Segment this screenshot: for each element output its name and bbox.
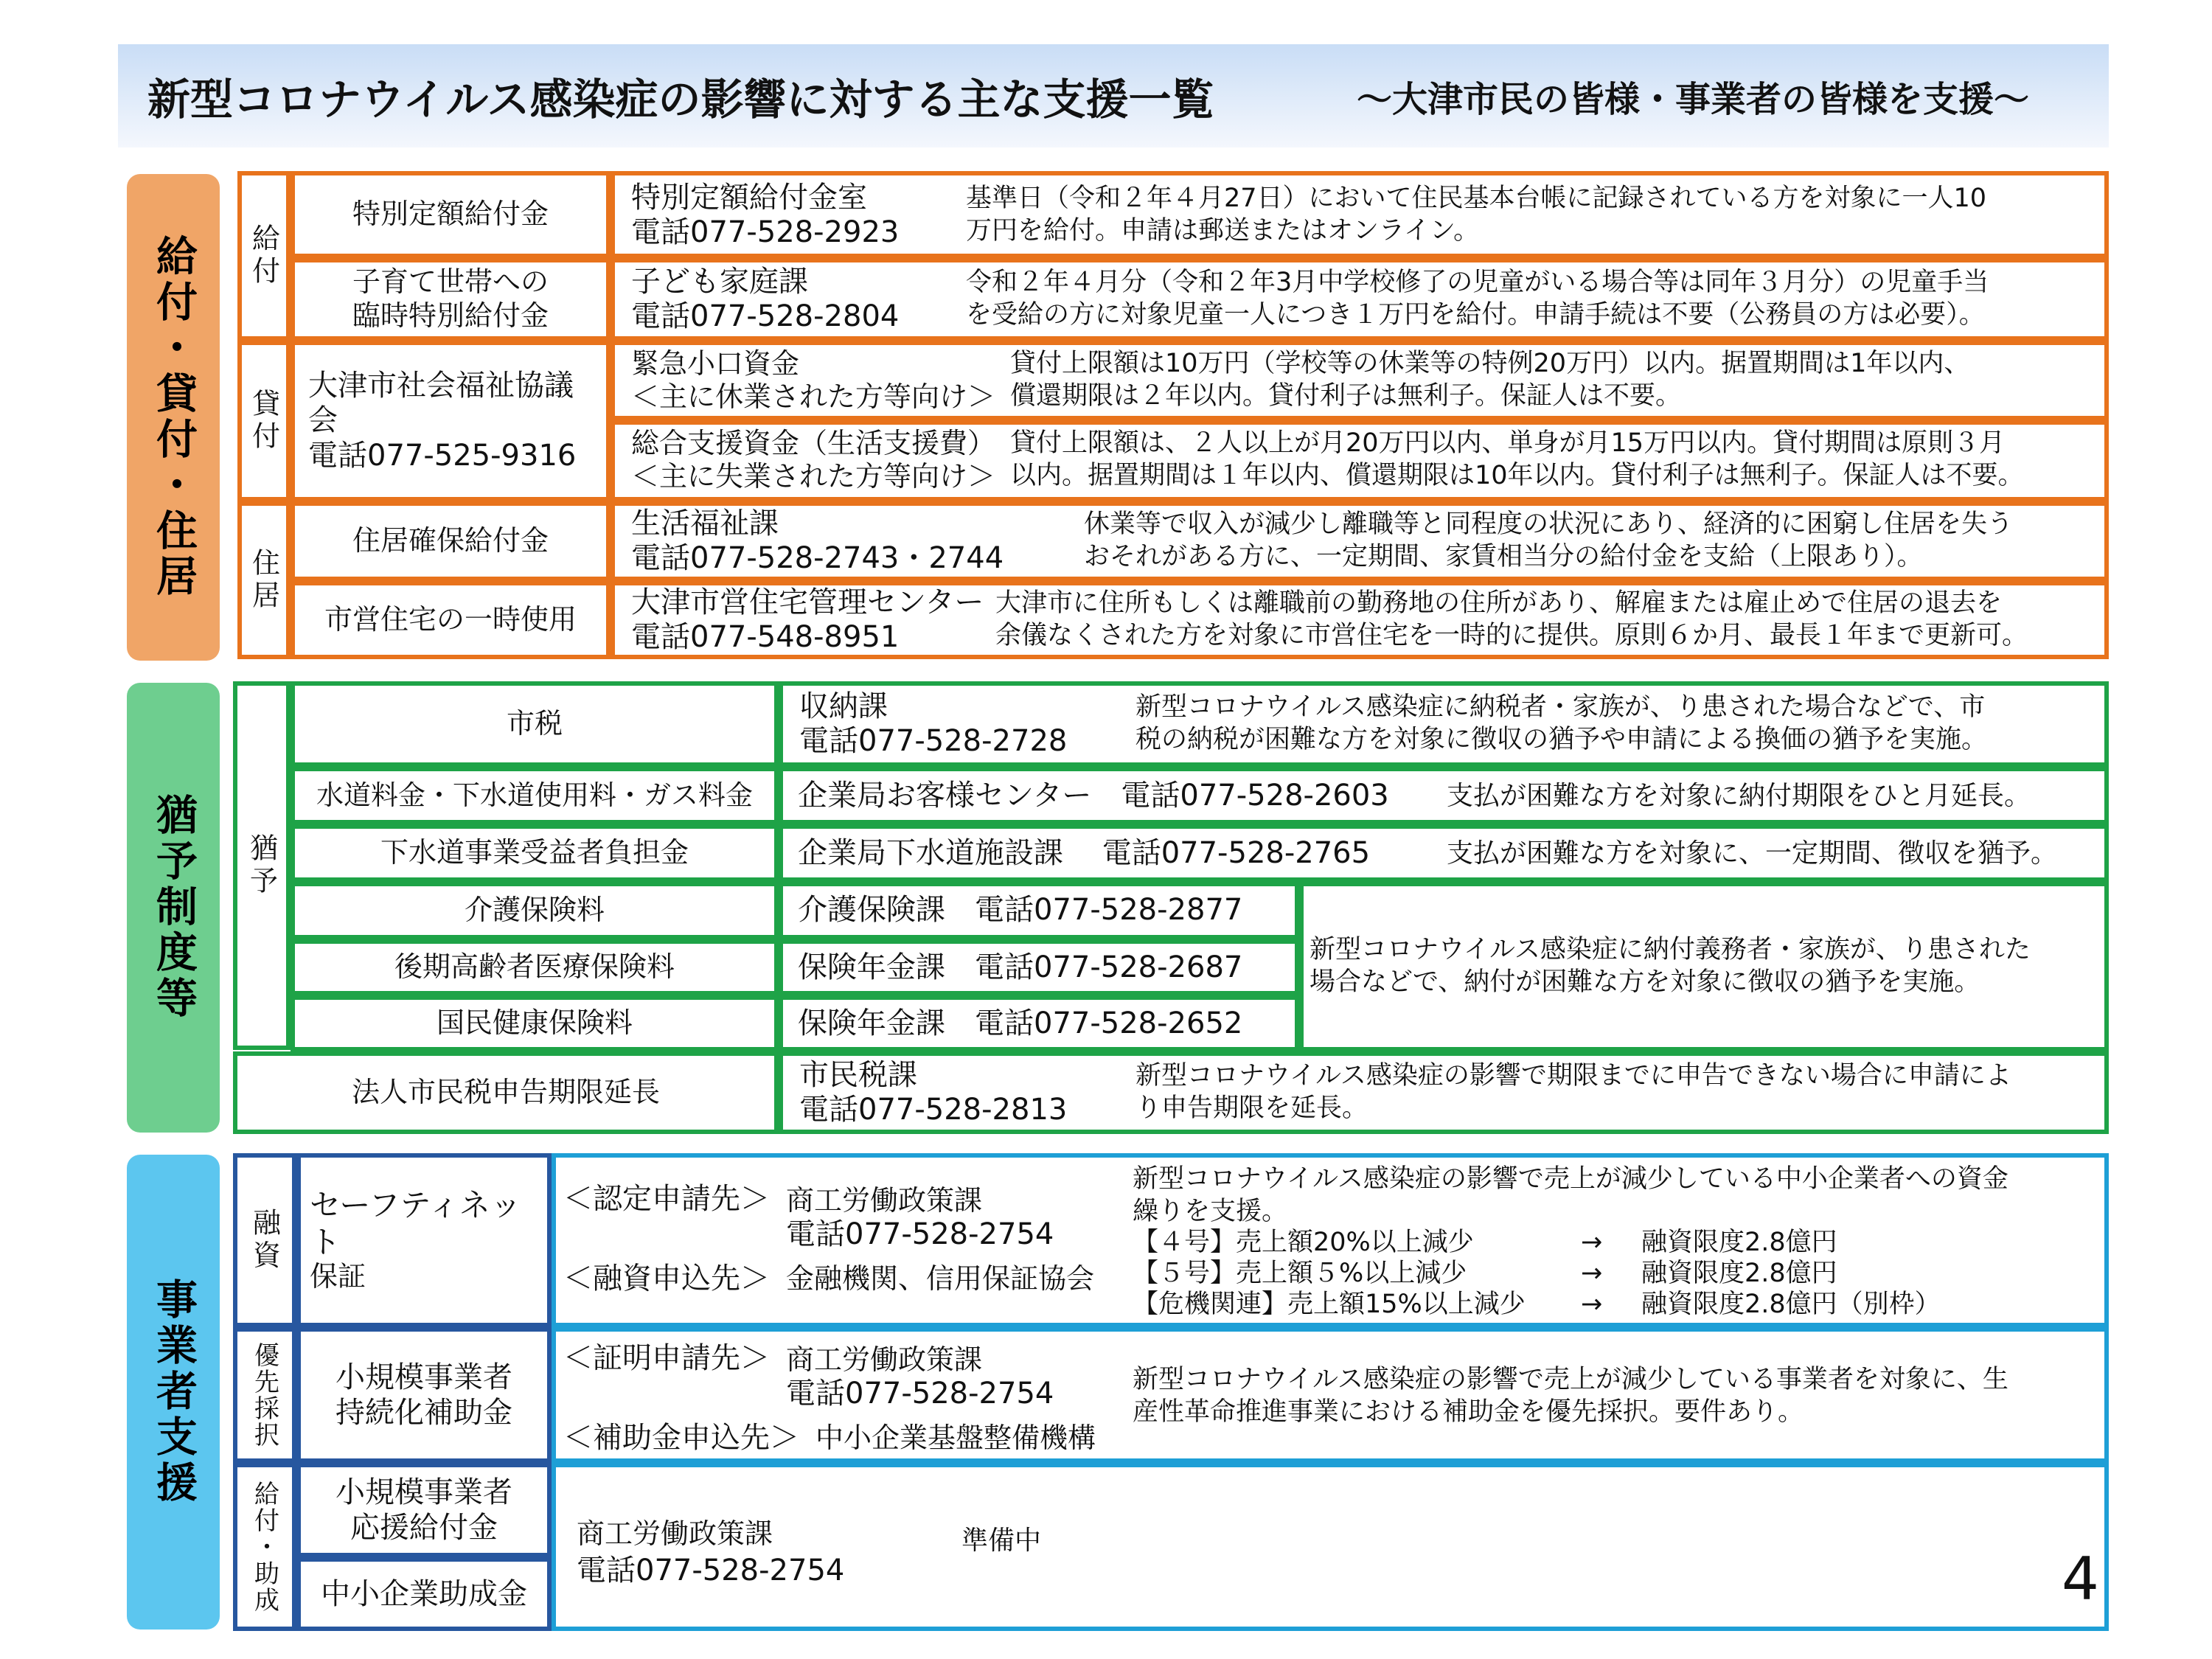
category-yuyo-seido xyxy=(127,683,220,1133)
category-kyufu-kashitsuke-jukyo xyxy=(127,174,220,661)
contact-phone: 電話077-528-2813 xyxy=(799,1093,1068,1127)
support-name-suido xyxy=(291,767,779,824)
contact-dept: 特別定額給付金室 xyxy=(631,180,867,215)
contact-dept: 子ども家庭課 xyxy=(631,264,808,299)
support-name-text: 国民健康保険料 xyxy=(436,1006,633,1040)
contact-phone: 電話077-528-2754 xyxy=(786,1377,1054,1411)
support-target-text: ＜主に失業された方等向け＞ xyxy=(631,460,996,493)
subcat-jukyo xyxy=(237,501,291,659)
contact-info xyxy=(618,584,1031,656)
support-name-jizokuka xyxy=(296,1327,552,1463)
contact-label-shomei: ＜証明申請先＞ xyxy=(563,1341,770,1375)
category-label: 事業者支援 xyxy=(150,1278,198,1506)
support-description xyxy=(1010,344,2101,417)
support-name-kosodate xyxy=(291,258,611,341)
subcat-label: 給付 xyxy=(247,223,280,288)
subcat-yuyo xyxy=(233,681,291,1050)
subcat-label: 給付・助成 xyxy=(249,1481,279,1613)
support-name-text: 臨時特別給付金 xyxy=(352,299,549,332)
desc-line: 新型コロナウイルス感染症の影響で期限までに申告できない場合に申請によ xyxy=(1135,1061,2011,1091)
desc-line: 償還期限は２年以内。貸付利子は無利子。保証人は不要。 xyxy=(1010,381,1682,411)
subcat-yusen-saitaku xyxy=(233,1327,296,1463)
desc-line: 貸付上限額は10万円（学校等の休業等の特例20万円）以内。据置期間は1年以内、 xyxy=(1010,349,1970,379)
support-name-gesuido-futan xyxy=(291,824,779,882)
subcat-label: 猶予 xyxy=(245,833,278,898)
page-subtitle: ～大津市民の皆様・事業者の皆様を支援～ xyxy=(1357,79,2030,120)
category-label: 猶予制度等 xyxy=(150,793,198,1022)
tier-label: 【危機関連】売上額15%以上減少 xyxy=(1133,1290,1526,1319)
support-row-kyufu-josei xyxy=(552,1463,2109,1631)
support-name-text: セーフティネット xyxy=(310,1187,521,1260)
contact-dept: 商工労働政策課 xyxy=(786,1343,983,1376)
tier-limit: 融資限度2.8億円 xyxy=(1641,1259,1837,1288)
desc-line: 令和２年４月分（令和２年3月中学校修了の児童がいる場合等は同年３月分）の児童手当 xyxy=(966,268,1989,298)
contact-info xyxy=(786,1056,1125,1130)
contact-phone: 電話077-548-8951 xyxy=(631,620,900,654)
contact-info: 企業局お客様センター 電話077-528-2603 xyxy=(798,779,1389,813)
contact-agency: 中小企業基盤整備機構 xyxy=(815,1422,1096,1454)
support-name-text: 子育て世帯への xyxy=(352,265,549,299)
support-name-text: 総合支援資金（生活支援費） xyxy=(631,427,996,460)
desc-line: を受給の方に対象児童一人につき１万円を給付。申請手続は不要（公務員の方は必要）。 xyxy=(966,300,1985,330)
desc-line: 場合などで、納付が困難な方を対象に徴収の猶予を実施。 xyxy=(1310,967,1980,997)
support-name-text: 小規模事業者 xyxy=(335,1360,512,1394)
support-description xyxy=(1133,1364,2008,1429)
support-description xyxy=(1135,686,2101,762)
support-name-josei xyxy=(296,1557,552,1631)
contact-info: 企業局下水道施設課 電話077-528-2765 xyxy=(798,836,1371,870)
arrow-icon: → xyxy=(1581,1228,1603,1257)
support-name-text: 法人市民税申告期限延長 xyxy=(351,1076,660,1109)
tier-label: 【４号】売上額20%以上減少 xyxy=(1133,1228,1474,1257)
tier-label: 【５号】売上額５%以上減少 xyxy=(1133,1259,1467,1288)
arrow-icon: → xyxy=(1581,1290,1603,1319)
contact-dept: 商工労働政策課 xyxy=(577,1517,773,1550)
support-description xyxy=(966,177,2101,254)
support-name-jukyo-kakuho xyxy=(291,501,611,581)
category-label: 給付・貸付・住居 xyxy=(150,234,198,600)
contact-info xyxy=(618,262,950,336)
contact-info xyxy=(786,686,1125,762)
support-name-text-block xyxy=(302,1158,546,1323)
support-name-sogo-shien xyxy=(618,423,1016,497)
support-name-shiei-jutaku xyxy=(291,581,611,659)
tier-limit: 融資限度2.8億円（別枠） xyxy=(1641,1290,1941,1319)
contact-label-hojokin: ＜補助金申込先＞ xyxy=(563,1421,799,1455)
support-name-koki-korei xyxy=(291,939,779,995)
contact-info: 介護保険課 電話077-528-2877 xyxy=(798,893,1243,927)
desc-line: 貸付上限額は、２人以上が月20万円以内、単身が月15万円以内。貸付期間は原則３月 xyxy=(1010,428,2006,459)
contact-info: 保険年金課 電話077-528-2687 xyxy=(798,950,1243,984)
contact-phone: 電話077-528-2728 xyxy=(799,724,1068,758)
desc-line: 新型コロナウイルス感染症の影響で売上が減少している事業者を対象に、生 xyxy=(1133,1365,2008,1394)
subcat-yushi xyxy=(233,1153,296,1327)
support-description xyxy=(1310,885,2103,1048)
support-description: 支払が困難な方を対象に納付期限をひと月延長。 xyxy=(1447,781,2031,811)
contact-dept: 生活福祉課 xyxy=(631,506,779,540)
contact-phone: 電話077-528-2923 xyxy=(631,215,900,249)
support-name-text: 保証 xyxy=(310,1260,366,1293)
contact-dept: 収納課 xyxy=(799,689,888,723)
support-name-text: 市税 xyxy=(506,707,563,740)
desc-line: 新型コロナウイルス感染症の影響で売上が減少している中小企業者への資金 xyxy=(1133,1164,2008,1194)
desc-line: 余儀なくされた方を対象に市営住宅を一時的に提供。原則６か月、最長１年まで更新可。 xyxy=(995,621,2028,650)
support-name-text: 中小企業助成金 xyxy=(321,1577,527,1611)
desc-line: おそれがある方に、一定期間、家賃相当分の給付金を支給（上限あり）。 xyxy=(1084,542,1923,571)
support-name-text: 介護保険料 xyxy=(464,894,605,927)
contact-label-nintei: ＜認定申請先＞ xyxy=(563,1182,770,1216)
page-number: 4 xyxy=(2062,1545,2099,1613)
support-name-oen-kyufukin xyxy=(296,1463,552,1557)
support-name-text: 小規模事業者 xyxy=(335,1475,512,1509)
subcat-kashitsuke xyxy=(237,341,291,501)
desc-line: 税の納税が困難な方を対象に徴収の猶予や申請による換価の猶予を実施。 xyxy=(1135,725,1988,754)
arrow-icon: → xyxy=(1581,1259,1603,1288)
support-description xyxy=(1133,1164,2008,1228)
contact-info xyxy=(618,504,1060,578)
tier-limit: 融資限度2.8億円 xyxy=(1641,1228,1837,1257)
subcat-label: 住居 xyxy=(247,548,280,613)
support-name-kinkyu-koguchi xyxy=(618,344,1016,417)
support-name-shizei xyxy=(291,681,779,767)
subcat-label: 貸付 xyxy=(247,389,280,453)
subcat-kyufu xyxy=(237,171,291,341)
support-name-text: 住居確保給付金 xyxy=(352,524,549,557)
subcat-label: 融資 xyxy=(248,1208,281,1273)
contact-dept: 市民税課 xyxy=(799,1057,917,1092)
support-name-text: 応援給付金 xyxy=(350,1511,498,1545)
subcat-kyufu-josei xyxy=(233,1463,296,1631)
support-name-tokubetsu-teigaku xyxy=(291,171,611,258)
contact-phone: 電話077-528-2754 xyxy=(577,1554,845,1587)
support-target-text: ＜主に休業された方等向け＞ xyxy=(631,380,996,413)
support-description xyxy=(1084,504,2101,578)
desc-line: 基準日（令和２年４月27日）において住民基本台帳に記録されている方を対象に一人10 xyxy=(966,184,1987,214)
contact-info xyxy=(618,177,950,254)
contact-phone: 電話077-528-2804 xyxy=(631,299,900,333)
desc-line: 大津市に住所もしくは離職前の勤務地の住所があり、解雇または雇止めで住居の退去を xyxy=(995,588,2003,619)
category-jigyosha-shien xyxy=(127,1155,220,1630)
contact-lender: 金融機関、信用保証協会 xyxy=(786,1262,1095,1295)
support-name-text: 水道料金・下水道使用料・ガス料金 xyxy=(316,779,753,811)
desc-line: 以内。据置期間は１年以内、償還期限は10年以内。貸付利子は無利子。保証人は不要。 xyxy=(1010,461,2024,490)
org-name: 大津市社会福祉協議会 xyxy=(308,369,574,438)
desc-line: り申告期限を延長。 xyxy=(1135,1093,1368,1123)
contact-dept: 商工労働政策課 xyxy=(786,1184,983,1217)
support-name-text: 市営住宅の一時使用 xyxy=(324,603,577,636)
support-name-text: 特別定額給付金 xyxy=(352,198,549,231)
support-name-text: 持続化補助金 xyxy=(335,1396,512,1430)
contact-phone: 電話077-528-2754 xyxy=(786,1217,1054,1251)
desc-line: 休業等で収入が減少し離職等と同程度の状況にあり、経済的に困窮し住居を失う xyxy=(1084,509,2014,540)
contact-dept: 大津市営住宅管理センター xyxy=(631,585,984,619)
support-description xyxy=(995,584,2101,656)
contact-info: 保険年金課 電話077-528-2652 xyxy=(798,1006,1243,1040)
support-name-text: 緊急小口資金 xyxy=(631,347,800,380)
desc-line: 万円を給付。申請は郵送またはオンライン。 xyxy=(966,216,1480,246)
desc-line: 繰りを支援。 xyxy=(1133,1196,1288,1226)
support-name-text: 下水道事業受益者負担金 xyxy=(380,836,689,869)
contact-label-yushi: ＜融資申込先＞ xyxy=(563,1262,770,1295)
support-description xyxy=(1010,423,2101,497)
support-description xyxy=(1135,1056,2101,1130)
support-name-text: 後期高齢者医療保険料 xyxy=(394,950,675,984)
status-text: 準備中 xyxy=(961,1526,1042,1556)
support-name-kaigo xyxy=(291,882,779,939)
lending-organization xyxy=(291,341,611,501)
page-title: 新型コロナウイルス感染症の影響に対する主な支援一覧 xyxy=(147,74,1214,125)
support-description xyxy=(966,262,2101,336)
subcat-label: 優先採択 xyxy=(249,1342,279,1448)
support-description: 支払が困難な方を対象に、一定期間、徴収を猶予。 xyxy=(1447,838,2058,869)
desc-line: 産性革命推進事業における補助金を優先採択。要件あり。 xyxy=(1133,1397,1804,1427)
contact-phone: 電話077-528-2743・2744 xyxy=(631,541,1004,575)
support-name-kokumin-kenko xyxy=(291,995,779,1051)
org-phone: 電話077-525-9316 xyxy=(308,438,577,473)
desc-line: 新型コロナウイルス感染症に納税者・家族が、り患された場合などで、市 xyxy=(1135,692,1986,723)
support-name-hojin-shiminzei xyxy=(233,1051,779,1134)
desc-line: 新型コロナウイルス感染症に納付義務者・家族が、り患された xyxy=(1310,935,2031,965)
